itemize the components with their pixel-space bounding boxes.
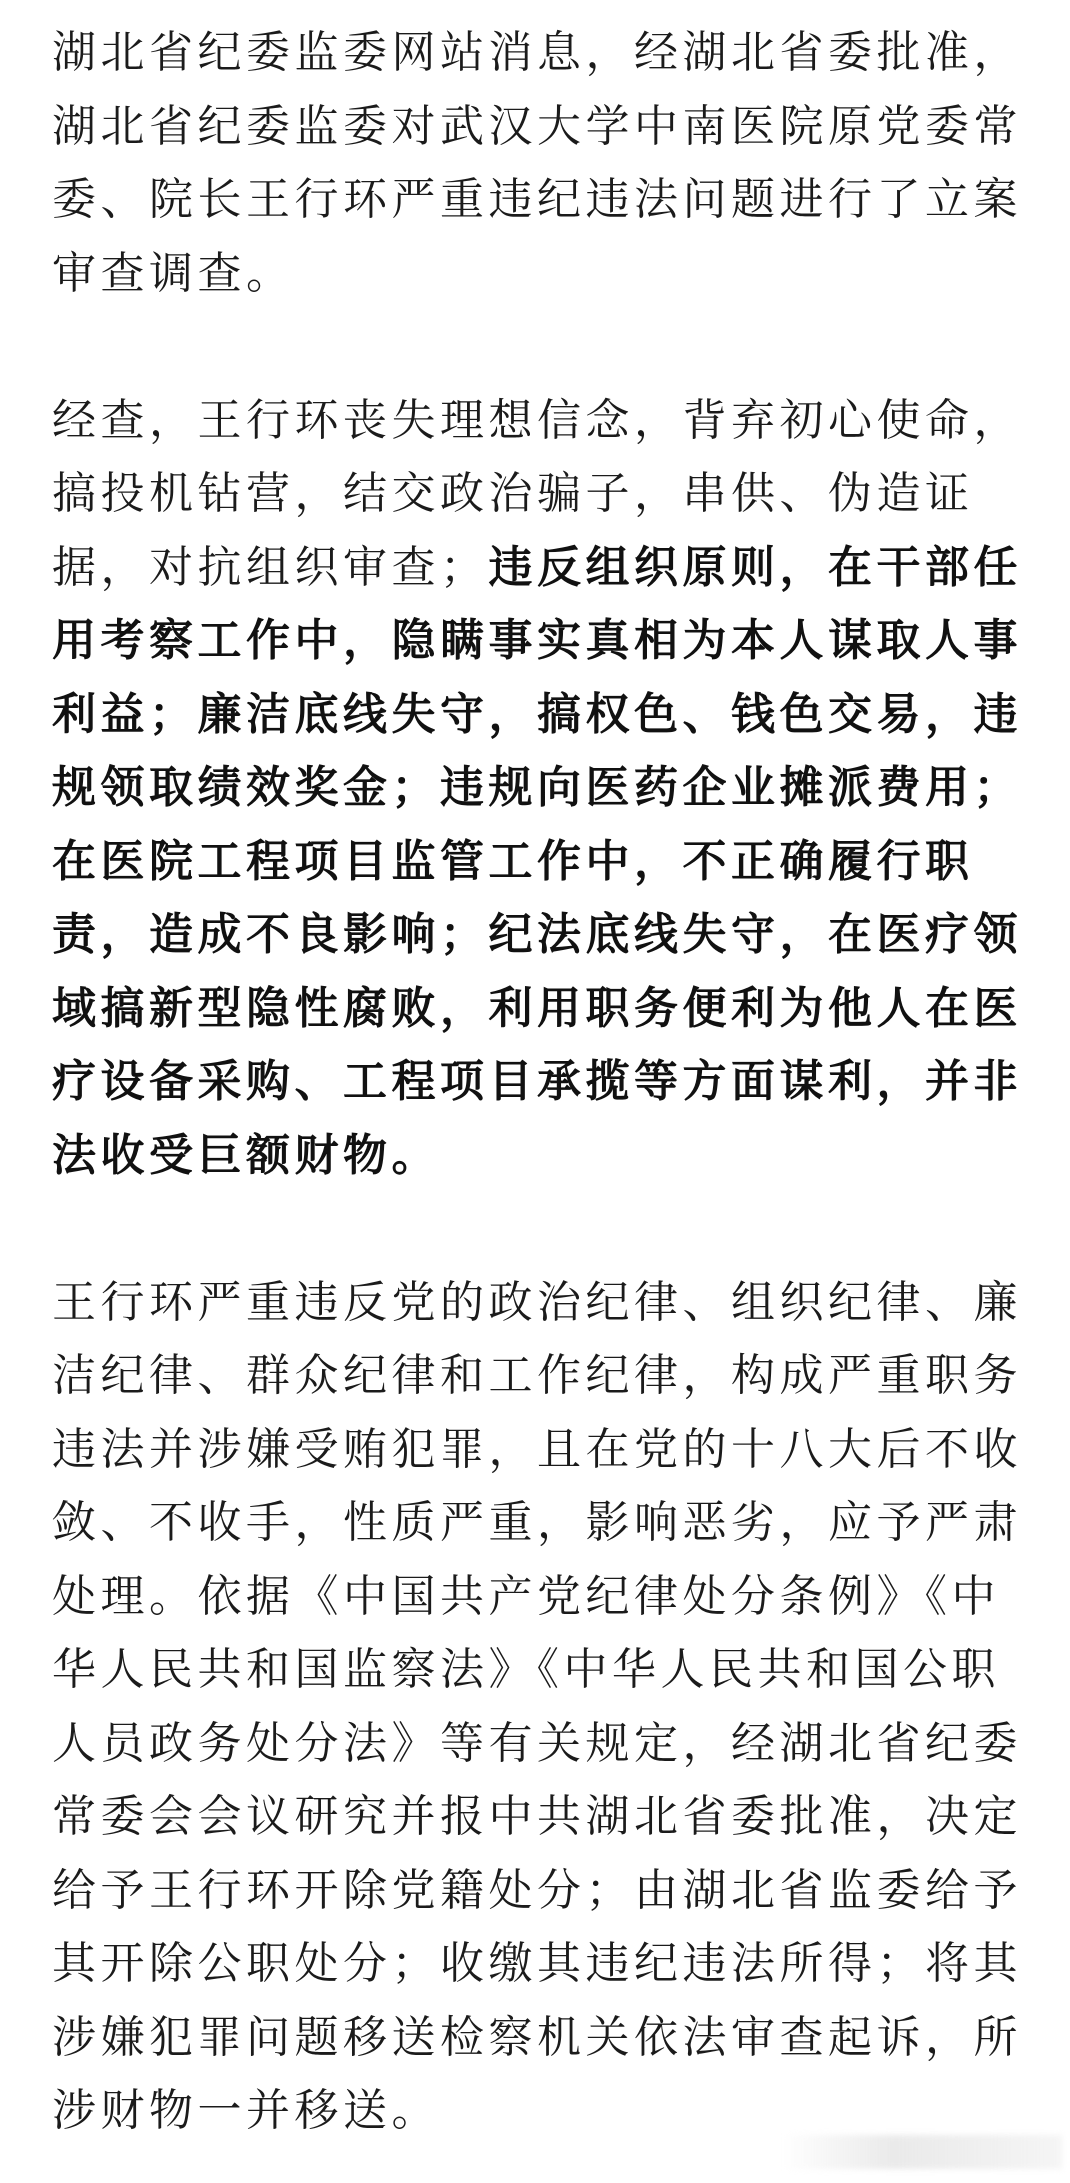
text-line xyxy=(52,972,1042,1046)
text-segment: 王行环严重违反党的政治纪律、组织纪律、廉 xyxy=(52,1276,1022,1328)
paragraph xyxy=(52,1266,1042,2148)
text-line xyxy=(52,1339,1042,1413)
text-segment: 经查，王行环丧失理想信念，背弃初心使命， xyxy=(52,394,1022,446)
text-line xyxy=(52,1266,1042,1340)
text-segment: 涉嫌犯罪问题移送检察机关依法审查起诉，所 xyxy=(52,2011,1022,2063)
text-line xyxy=(52,751,1042,825)
text-line xyxy=(52,1560,1042,1634)
text-segment: 洁纪律、群众纪律和工作纪律，构成严重职务 xyxy=(52,1350,1022,1401)
bold-text-segment: 用考察工作中，隐瞒事实真相为本人谋取人事 xyxy=(52,615,1022,666)
text-line xyxy=(52,1486,1042,1560)
text-line xyxy=(52,1927,1042,2001)
text-line xyxy=(52,16,1042,90)
paragraph xyxy=(52,384,1042,1193)
text-line xyxy=(52,384,1042,458)
article-body xyxy=(52,16,1042,2148)
text-segment: 搞投机钻营，结交政治骗子，串供、伪造证 xyxy=(52,468,974,519)
bold-text-segment: 违反组织原则，在干部任 xyxy=(488,541,1022,593)
text-segment: 人员政务处分法》等有关规定，经湖北省纪委 xyxy=(52,1717,1022,1769)
text-segment: 违法并涉嫌受贿犯罪，且在党的十八大后不收 xyxy=(52,1423,1022,1475)
text-segment: 委、院长王行环严重违纪违法问题进行了立案 xyxy=(52,174,1022,225)
text-line xyxy=(52,1780,1042,1854)
text-segment: 处理。依据《中国共产党纪律处分条例》《中 xyxy=(52,1570,1000,1622)
text-line xyxy=(52,1119,1042,1193)
paragraph xyxy=(52,16,1042,310)
text-segment: 湖北省纪委监委网站消息，经湖北省委批准， xyxy=(52,27,1022,78)
text-segment: 据，对抗组织审查； xyxy=(52,541,489,593)
text-segment: 敛、不收手，性质严重，影响恶劣，应予严肃 xyxy=(52,1497,1022,1548)
text-line xyxy=(52,1854,1042,1928)
text-line xyxy=(52,1413,1042,1487)
bold-text-segment: 疗设备采购、工程项目承揽等方面谋利，并非 xyxy=(52,1056,1022,1107)
bold-text-segment: 域搞新型隐性腐败，利用职务便利为他人在医 xyxy=(52,982,1022,1034)
text-line xyxy=(52,163,1042,237)
bold-text-segment: 在医院工程项目监管工作中，不正确履行职 xyxy=(52,835,974,887)
text-line xyxy=(52,457,1042,531)
text-segment: 其开除公职处分；收缴其违纪违法所得；将其 xyxy=(52,1938,1022,1989)
text-line xyxy=(52,531,1042,605)
text-segment: 涉财物一并移送。 xyxy=(52,2085,440,2136)
text-line xyxy=(52,237,1042,311)
paragraph-spacer xyxy=(52,310,1042,384)
paragraph-spacer xyxy=(52,1192,1042,1266)
text-segment: 审查调查。 xyxy=(52,247,295,299)
text-line xyxy=(52,678,1042,752)
text-line xyxy=(52,1633,1042,1707)
text-line xyxy=(52,825,1042,899)
text-line xyxy=(52,2001,1042,2075)
text-segment: 常委会会议研究并报中共湖北省委批准，决定 xyxy=(52,1791,1022,1842)
bold-text-segment: 责，造成不良影响；纪法底线失守，在医疗领 xyxy=(52,909,1022,960)
bold-text-segment: 法收受巨额财物。 xyxy=(52,1129,440,1181)
text-segment: 湖北省纪委监委对武汉大学中南医院原党委常 xyxy=(52,100,1022,152)
text-line xyxy=(52,898,1042,972)
text-segment: 给予王行环开除党籍处分；由湖北省监委给予 xyxy=(52,1864,1022,1916)
text-line xyxy=(52,604,1042,678)
bold-text-segment: 规领取绩效奖金；违规向医药企业摊派费用； xyxy=(52,762,1022,813)
text-segment: 华人民共和国监察法》《中华人民共和国公职 xyxy=(52,1644,1000,1695)
text-line xyxy=(52,1707,1042,1781)
watermark xyxy=(782,2135,1062,2169)
text-line xyxy=(52,90,1042,164)
bold-text-segment: 利益；廉洁底线失守，搞权色、钱色交易，违 xyxy=(52,688,1022,740)
text-line xyxy=(52,1045,1042,1119)
